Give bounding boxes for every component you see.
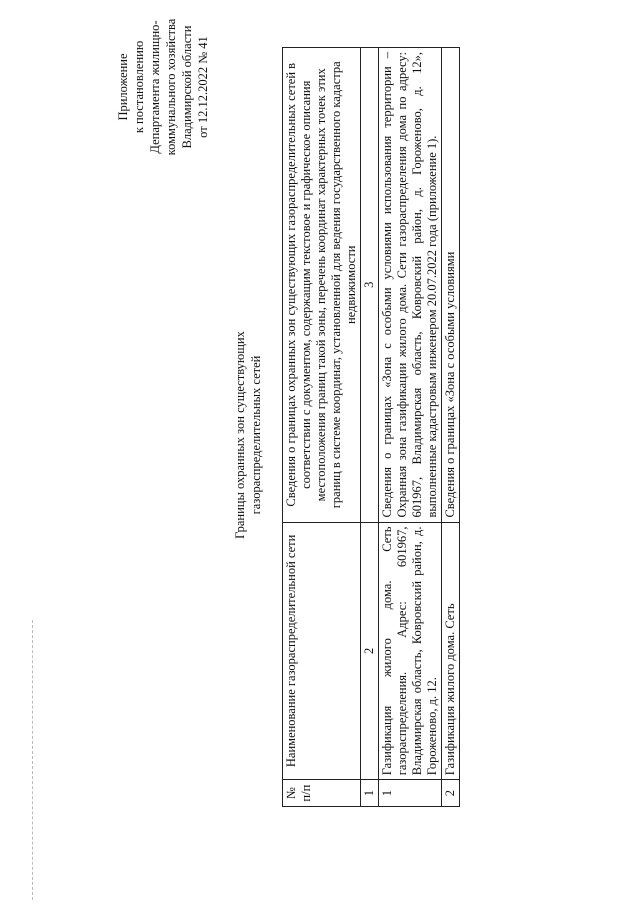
appendix-line: Департамента жилищно-	[148, 20, 162, 154]
document-title	[232, 255, 264, 615]
column-number: 3	[361, 48, 379, 523]
row-number: 1	[379, 780, 442, 807]
zones-table	[282, 47, 460, 807]
network-name: Газификация жилого дома. Сеть газораспределения. Адрес: 601967, Владимирская область, Ковровский район, д. Гороженово, д. 12.	[379, 522, 442, 780]
zone-info: Сведения о границах «Зона с особыми условиями	[442, 48, 460, 523]
header-network-name: Наименование газораспределительной сети	[283, 522, 361, 780]
appendix-line: коммунального хозяйства	[164, 18, 178, 156]
title-line: газораспределительных сетей	[249, 355, 263, 515]
row-number: 2	[442, 780, 460, 807]
column-number: 2	[361, 522, 379, 780]
header-zone-info: Сведения о границах охранных зон существующих газораспределительных сетей в соответствии с документом, содержащим текстовое и графическое описания местоположения границ такой зоны, перечень координат характерных точек этих границ в системе координат, установленной для ведения государственного кадастра недвижимости	[283, 48, 361, 523]
header-number: № п/п	[283, 780, 361, 807]
column-number: 1	[361, 780, 379, 807]
appendix-line: к постановлению	[132, 40, 146, 134]
appendix-header	[115, 0, 211, 187]
appendix-line: от 12.12.2022 № 41	[196, 36, 210, 138]
column-number-row	[361, 48, 379, 807]
table-row	[442, 48, 460, 807]
network-name: Газификация жилого дома. Сеть	[442, 522, 460, 780]
table-row	[379, 48, 442, 807]
title-line: Границы охранных зон существующих	[233, 331, 247, 539]
appendix-line: Владимирской области	[180, 25, 194, 149]
appendix-line: Приложение	[116, 53, 130, 121]
zone-info: Сведения о границах «Зона с особыми условиями использования территории – Охранная зона газификации жилого дома. Сети газораспределения дома по адресу: 601967, Владимирская область, Ковровский район, д. Гороженово, д. 12», выполненные кадастровым инженером 20.07.2022 года (приложение 1).	[379, 48, 442, 523]
table-header-row	[283, 48, 361, 807]
